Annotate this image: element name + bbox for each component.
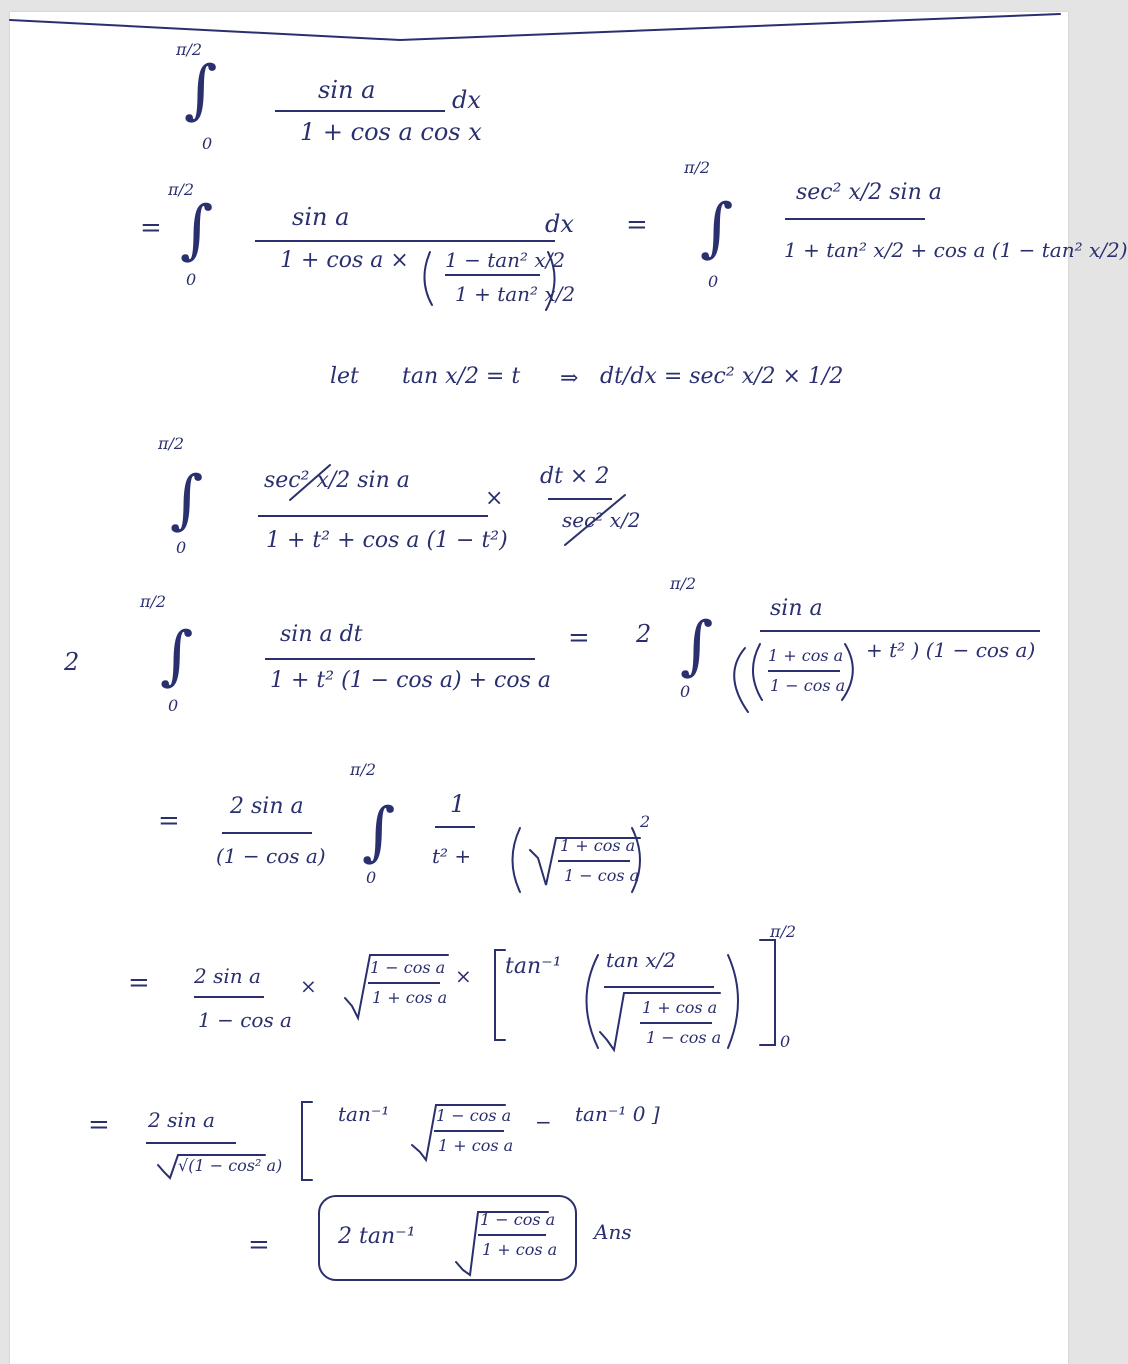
sheet-top-edge [10,14,1060,40]
line4-numerator: sec² x/2 sin a [264,468,410,493]
line5-rhs-inner-denominator: 1 − cos a [770,676,846,695]
line2-integral-sign: ∫ [180,193,214,267]
line7-equals: = [128,968,150,998]
line6-root-bar [558,860,630,862]
paren-left-line7 [587,955,599,1048]
line5-lower-limit2: 0 [680,682,691,701]
line1-denominator: 1 + cos a cos x [300,118,482,146]
line2-inner-denominator: 1 + tan² x/2 [455,282,576,306]
line8-coef-numerator: 2 sin a [148,1108,215,1132]
line7-upper-limit: π/2 [770,922,797,941]
line1-differential: dx [452,86,481,114]
line3-substitution: tan x/2 = t [402,364,521,389]
line4-fraction-bar [258,515,488,517]
line5-rhs-inner-numerator: 1 + cos a [768,646,844,665]
line9-equals: = [248,1230,270,1260]
line6-root-denominator: 1 − cos a [564,866,640,885]
line5-denominator: 1 + t² (1 − cos a) + cos a [270,668,552,693]
line4-upper-limit: π/2 [158,434,185,453]
line2-fraction-bar [255,240,555,242]
paren-left2-line5 [753,644,762,700]
line6-coef-bar [222,832,312,834]
line9-root-bar [478,1234,546,1236]
line8-minus: − [535,1110,552,1134]
line4-lower-limit: 0 [176,538,187,557]
bracket-left-line7 [495,950,505,1040]
line3-implies: ⇒ [560,366,579,391]
line6-fraction-numerator: 1 [450,790,466,818]
line2-upper-limit: π/2 [168,180,195,199]
line5-integral-sign: ∫ [160,619,194,693]
line4-dt-numerator: dt × 2 [540,464,610,489]
line2-equals2: = [626,210,648,240]
line3-let: let [330,364,359,389]
line7-times: × [300,974,317,998]
line2-lower-limit2: 0 [708,272,719,291]
line6-lower-limit: 0 [366,868,377,887]
line7-arg-bar [604,986,714,988]
line1-lower-limit: 0 [202,134,213,153]
line4-denominator: 1 + t² + cos a (1 − t²) [266,528,508,553]
line4-dt-denominator: sec² x/2 [562,508,641,532]
line5-rhs-tail: + t² ) (1 − cos a) [866,638,1036,662]
line7-root-denominator: 1 + cos a [372,988,448,1007]
line7-root-bar [368,982,440,984]
line7-coef-bar [194,996,264,998]
line8-root-bar [434,1130,504,1132]
line4-dt-bar [548,498,612,500]
line9-answer-lead: 2 tan⁻¹ [338,1224,416,1249]
line1-fraction-bar [275,110,445,112]
line5-rhs-bar [760,630,1040,632]
line2-differential: dx [545,210,574,238]
bracket-right-line7 [760,940,775,1045]
line5-fraction-bar [265,658,535,660]
line9-root-numerator: 1 − cos a [480,1210,556,1229]
line1-integral-sign: ∫ [184,53,218,127]
line2-rhs-bar [785,218,925,220]
line6-coef-denominator: (1 − cos a) [216,844,326,868]
line2-inner-bar [445,274,540,276]
line5-rhs-numerator: sin a [770,596,823,621]
line7-times2: × [455,964,472,988]
bracket-left-line8 [302,1102,312,1180]
line7-coef-denominator: 1 − cos a [198,1008,292,1032]
line7-coef-numerator: 2 sin a [194,964,261,988]
line7-lower-limit: 0 [780,1032,791,1051]
line2-integral-sign2: ∫ [700,191,734,265]
line2-denominator-lead: 1 + cos a × [280,248,409,273]
line4-integral-sign: ∫ [170,463,204,537]
line6-upper-limit: π/2 [350,760,377,779]
line2-upper-limit2: π/2 [684,158,711,177]
line7-tan-inverse: tan⁻¹ [505,954,562,979]
paren-left-line5 [734,648,748,712]
line7-arg-root-denominator: 1 − cos a [646,1028,722,1047]
line5-equals: = [568,623,590,653]
line6-fraction-den-lead: t² + [432,844,472,868]
line2-rhs-numerator: sec² x/2 sin a [796,180,942,205]
line8-root-numerator: 1 − cos a [436,1106,512,1125]
line5-lower-limit: 0 [168,696,179,715]
line7-arg-root-numerator: 1 + cos a [642,998,718,1017]
line7-arg-root-bar [640,1022,712,1024]
line4-times: × [485,486,504,511]
line6-fraction-bar [435,826,475,828]
paren-right-line7 [728,955,738,1048]
line6-root-numerator: 1 + cos a [560,836,636,855]
line2-lower-limit: 0 [186,270,197,289]
line5-integral-sign2: ∫ [680,609,714,683]
line2-equals: = [140,213,162,243]
line8-tan-inverse: tan⁻¹ [338,1102,390,1126]
line6-integral-sign: ∫ [362,795,396,869]
line5-upper-limit2: π/2 [670,574,697,593]
line9-root-denominator: 1 + cos a [482,1240,558,1259]
line2-rhs-denominator: 1 + tan² x/2 + cos a (1 − tan² x/2) [784,238,1128,262]
line8-tail: tan⁻¹ 0 ] [575,1102,660,1126]
line5-coefficient: 2 [64,648,80,676]
line5-upper-limit: π/2 [140,592,167,611]
paren-left-line2 [424,252,432,305]
line2-inner-numerator: 1 − tan² x/2 [445,248,566,272]
line5-rhs-inner-bar [768,670,840,672]
line1-upper-limit: π/2 [176,40,203,59]
line5-numerator: sin a dt [280,622,363,647]
line7-arg-numerator: tan x/2 [606,948,676,972]
line2-numerator: sin a [292,203,350,231]
line8-coef-denominator: √(1 − cos² a) [178,1156,283,1175]
line6-power: 2 [640,812,651,831]
line5-coefficient2: 2 [636,620,652,648]
paren-left-line6 [513,828,521,892]
line6-coef-numerator: 2 sin a [230,794,304,819]
line3-derivative: dt/dx = sec² x/2 × 1/2 [600,364,844,389]
line9-answer-mark: Ans [594,1220,632,1244]
line7-root-numerator: 1 − cos a [370,958,446,977]
line8-root-denominator: 1 + cos a [438,1136,514,1155]
line8-coef-bar [146,1142,236,1144]
line8-equals: = [88,1110,110,1140]
line6-equals: = [158,806,180,836]
line1-numerator: sin a [318,76,376,104]
